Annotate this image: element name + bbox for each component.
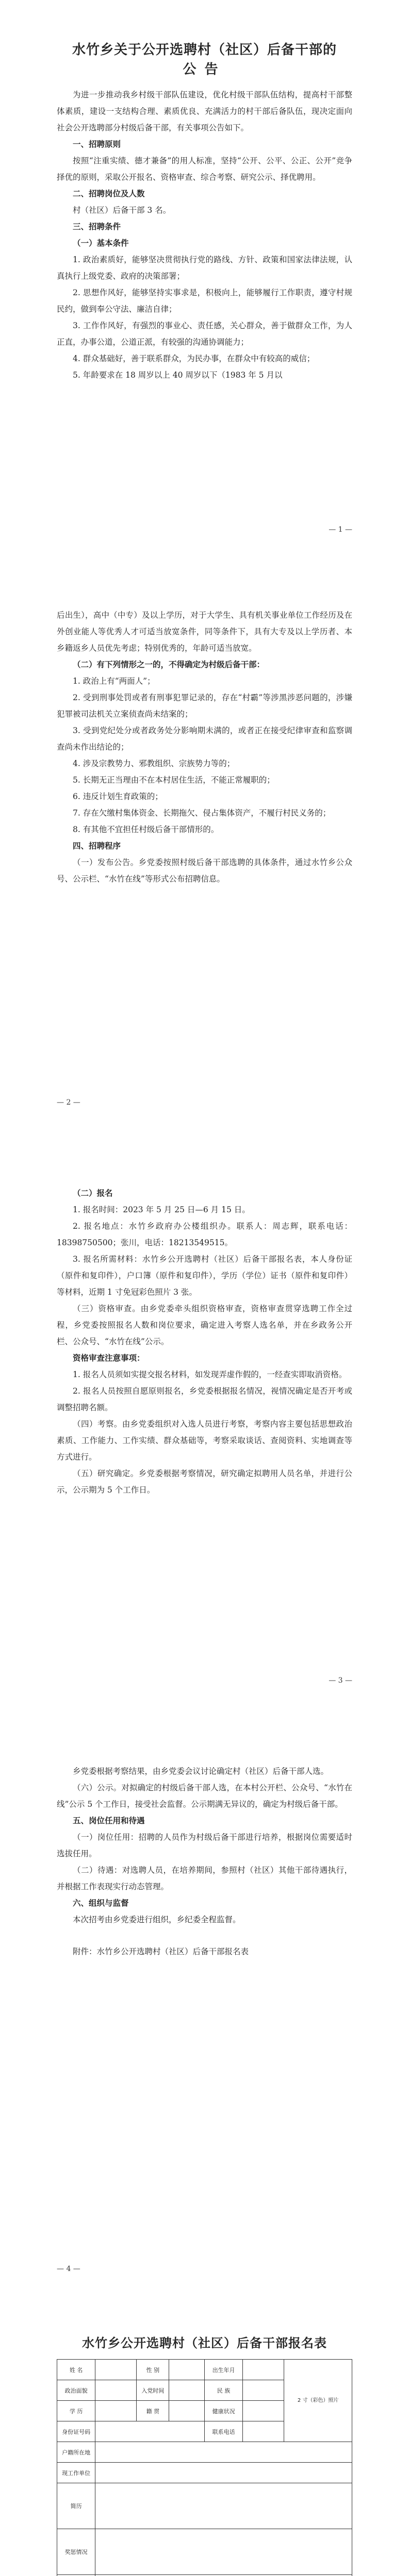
field-name[interactable] <box>95 2360 137 2380</box>
paragraph: 4. 群众基础好，善于联系群众，为民办事，在群众中有较高的威信； <box>73 354 315 363</box>
paragraph: 为进一步推动我乡村级干部队伍建设，优化村级干部队伍结构，提高村干部整体素质，建设一支结构合理、素质优良、充满活力的村干部后备队伍，现决定面向社会公开选聘部分村级后备干部，有关事项公告如下。 <box>57 90 352 132</box>
field-rewards[interactable] <box>95 2529 352 2575</box>
label-work: 现工作单位 <box>57 2463 95 2483</box>
label-native: 籍 贯 <box>137 2401 169 2421</box>
paragraph: 1. 政治素质好，能够坚决贯彻执行党的路线、方针、政策和国家法律法规，认真执行上级党委、政府的决策部署； <box>57 255 352 281</box>
page-2-content <box>57 607 352 887</box>
page-5-content <box>57 2333 352 2576</box>
page-4 <box>0 1734 409 2312</box>
paragraph: 按照“注重实绩、德才兼备”的用人标准，坚持“公开、公平、公正、公开”竞争择优的原则，采取公开报名、资格审查、综合考察、研究公示、择优聘用。 <box>57 156 352 182</box>
label-id-number: 身份证号码 <box>57 2421 95 2442</box>
page-1 <box>0 0 409 578</box>
section-heading: 五、岗位任用和待遇 <box>73 1816 145 1825</box>
paragraph: （一）岗位任用：招聘的人员作为村级后备干部进行培养，根据岗位需要适时选拔任用。 <box>57 1833 352 1858</box>
document-subtitle: 公告 <box>183 62 226 77</box>
page-5 <box>0 2312 409 2576</box>
paragraph: （五）研究确定。乡党委根据考察情况，研究确定拟聘用人员名单，并进行公示，公示期为 5 个工作日。 <box>57 1469 352 1495</box>
paragraph: （二）待遇：对选聘人员，在培养期间，参照村（社区）其他干部待遇执行，并根据工作表现实行动态管理。 <box>57 1866 352 1891</box>
paragraph: （四）考察。由乡党委组织对入选人员进行考察，考察内容主要包括思想政治素质、工作能力、工作实绩、群众基础等，考察采取谈话、查阅资料、实地调查等方式进行。 <box>57 1419 352 1462</box>
paragraph: 3. 报名所需材料：水竹乡公开选聘村（社区）后备干部报名表，本人身份证（原件和复印件），户口簿（原件和复印件），学历（学位）证书（原件和复印件）等材料，近期 1 寸免冠彩色照片 3 张。 <box>57 1255 352 1297</box>
label-name: 姓 名 <box>57 2360 95 2380</box>
paragraph: 2. 报名人员按照自愿原则报名，乡党委根据报名情况，视情况确定是否开考或调整招聘名额。 <box>57 1386 352 1412</box>
paragraph: （三）资格审查。由乡党委牵头组织资格审查，资格审查贯穿选聘工作全过程，乡党委按照报名人数和岗位要求，确定进入考察人选名单，并在乡政务公开栏、公众号、“水竹在线”公示。 <box>57 1304 352 1346</box>
label-phone: 联系电话 <box>204 2421 242 2442</box>
page-number: — 2 — <box>57 1098 80 1107</box>
field-health[interactable] <box>243 2401 284 2421</box>
field-id-number[interactable] <box>95 2421 205 2442</box>
field-birth[interactable] <box>243 2360 284 2380</box>
paragraph: 4. 涉及宗教势力、邪教组织、宗族势力等的； <box>73 759 235 768</box>
registration-form-table <box>57 2359 352 2576</box>
section-heading: 一、招聘原则 <box>73 140 121 149</box>
paragraph: 7. 存在欠缴村集体资金、长期拖欠、侵占集体资产，不履行村民义务的； <box>73 808 331 818</box>
label-experience: 简历 <box>57 2483 95 2529</box>
subsection-heading: （一）基本条件 <box>73 238 129 248</box>
paragraph: 2. 思想作风好，能够坚持实事求是，积极向上，能够履行工作职责，遵守村规民约，做到奉公守法、廉洁自律； <box>57 288 352 314</box>
paragraph: 村（社区）后备干部 3 名。 <box>73 206 171 215</box>
page-number: — 4 — <box>57 2265 80 2273</box>
page-2 <box>0 578 409 1156</box>
page-number: — 3 — <box>329 1676 352 1685</box>
subsection-heading: 资格审查注意事项： <box>73 1353 145 1363</box>
label-politics: 政治面貌 <box>57 2380 95 2401</box>
subsection-heading: （二）报名 <box>73 1188 113 1198</box>
paragraph: 8. 有其他不宜担任村级后备干部情形的。 <box>73 825 219 834</box>
paragraph: 2. 受到刑事处罚或者有刑事犯罪记录的，存在“村霸”等涉黑涉恶问题的，涉嫌犯罪被司法机关立案侦查尚未结案的； <box>57 693 352 719</box>
page-3-content <box>57 1185 352 1498</box>
section-heading: 三、招聘条件 <box>73 222 121 231</box>
paragraph: 附件：水竹乡公开选聘村（社区）后备干部报名表 <box>73 1947 249 1956</box>
paragraph: 1. 报名人员须如实提交报名材料，如发现弄虚作假的，一经查实即取消资格。 <box>73 1370 347 1379</box>
paragraph: 乡党委根据考察结果，由乡党委会议讨论确定村（社区）后备干部人选。 <box>73 1767 329 1776</box>
label-gender: 性 别 <box>137 2360 169 2380</box>
paragraph: 5. 年龄要求在 18 周岁以上 40 周岁以下（1983 年 5 月以 <box>73 370 283 380</box>
section-heading: 六、组织与监督 <box>73 1899 129 1908</box>
photo-box[interactable]: 2 寸（彩色）照片 <box>284 2360 352 2442</box>
field-education[interactable] <box>95 2401 137 2421</box>
field-address[interactable] <box>95 2442 352 2463</box>
field-work[interactable] <box>95 2463 352 2483</box>
section-heading: 二、招聘岗位及人数 <box>73 189 145 198</box>
field-native[interactable] <box>169 2401 205 2421</box>
label-birth: 出生年月 <box>204 2360 242 2380</box>
paragraph: （一）发布公告。乡党委按照村级后备干部选聘的具体条件，通过水竹乡公众号、公示栏、“水竹在线”等形式公布招聘信息。 <box>57 858 352 884</box>
paragraph: 6. 违反计划生育政策的； <box>73 792 163 801</box>
subsection-heading: （二）有下列情形之一的，不得确定为村级后备干部： <box>73 659 265 669</box>
paragraph: 5. 长期无正当理由不在本村居住生活，不能正常履职的； <box>73 775 275 785</box>
page-number: — 1 — <box>329 526 352 534</box>
paragraph: 2. 报名地点：水竹乡政府办公楼组织办。联系人：周志辉，联系电话：18398750500；张川，电话：18213549515。 <box>57 1222 352 1247</box>
paragraph: 1. 政治上有“两面人”； <box>73 676 155 686</box>
paragraph: 后出生），高中（中专）及以上学历，对于大学生、具有机关事业单位工作经历及在外创业能人等优秀人才可适当放宽条件，同等条件下，具有大专及以上学历者、本乡籍返乡人员优先考虑；特别优秀的，年龄可适当放宽。 <box>57 611 352 653</box>
section-heading: 四、招聘程序 <box>73 841 121 851</box>
paragraph: 3. 工作作风好，有强烈的事业心、责任感，关心群众，善于做群众工作，为人正直，办事公道，公道正派，有较强的沟通协调能力； <box>57 321 352 347</box>
label-rewards: 奖惩情况 <box>57 2529 95 2575</box>
form-title: 水竹乡公开选聘村（社区）后备干部报名表 <box>82 2336 327 2350</box>
field-ethnicity[interactable] <box>243 2380 284 2401</box>
label-join-date: 入党时间 <box>137 2380 169 2401</box>
paragraph: （六）公示。对拟确定的村级后备干部人选，在本村公开栏、公众号、“水竹在线”公示 5 个工作日，接受社会监督。公示期满无异议的，确定为村级后备干部。 <box>57 1783 352 1809</box>
field-gender[interactable] <box>169 2360 205 2380</box>
paragraph: 本次招考由乡党委进行组织，乡纪委全程监督。 <box>73 1915 241 1924</box>
field-phone[interactable] <box>243 2421 284 2442</box>
field-politics[interactable] <box>95 2380 137 2401</box>
page-1-content <box>57 40 352 383</box>
paragraph: 3. 受到党纪处分或者政务处分影响期未满的，或者正在接受纪律审查和监察调查尚未作出结论的； <box>57 726 352 752</box>
label-health: 健康状况 <box>204 2401 242 2421</box>
document-title: 水竹乡关于公开选聘村（社区）后备干部的 <box>72 42 337 58</box>
page-4-content <box>57 1763 352 1960</box>
paragraph: 1. 报名时间：2023 年 5 月 25 日—6 月 15 日。 <box>73 1205 250 1214</box>
label-education: 学 历 <box>57 2401 95 2421</box>
page-3 <box>0 1156 409 1734</box>
field-join-date[interactable] <box>169 2380 205 2401</box>
field-experience[interactable] <box>95 2483 352 2529</box>
label-address: 户籍所在地 <box>57 2442 95 2463</box>
label-ethnicity: 民 族 <box>204 2380 242 2401</box>
